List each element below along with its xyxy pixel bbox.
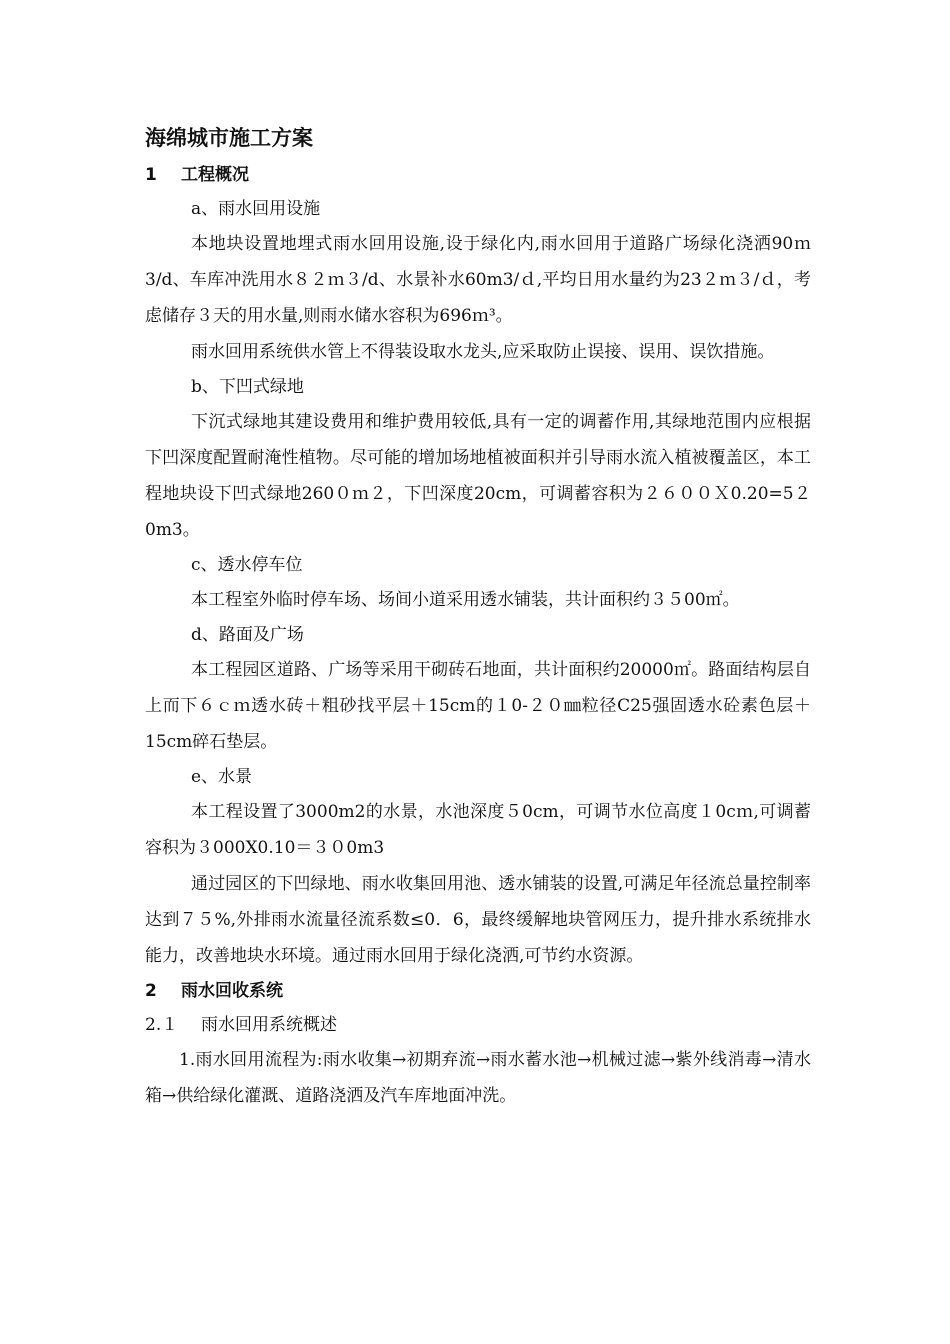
section-title: 工程概况 [181,165,249,185]
document-title: 海绵城市施工方案 [145,126,313,150]
subheading-e: e、水景 [191,767,253,787]
subsection-title: 雨水回用系统概述 [201,1015,337,1035]
subheading-d: d、路面及广场 [191,625,304,645]
subsection-heading [145,1008,811,1042]
paragraph: 通过园区的下凹绿地、雨水收集回用池、透水铺装的设置,可满足年径流总量控制率达到７５%,外排雨水流量径流系数≤0．6，最终缓解地块管网压力，提升排水系统排水能力，改善地块水环境。通过雨水回用于绿化浇洒,可节约水资源。 [145,874,811,966]
section-heading [145,974,811,1008]
subheading-b: b、下凹式绿地 [191,377,304,397]
section-title: 雨水回收系统 [181,981,283,1001]
document-body [145,122,811,1114]
paragraph: 雨水回用系统供水管上不得装设取水龙头,应采取防止误接、误用、误饮措施。 [191,342,775,362]
section-number: 2 [145,981,157,1001]
section-heading [145,158,811,192]
paragraph: 下沉式绿地其建设费用和维护费用较低,具有一定的调蓄作用,其绿地范围内应根据下凹深度配置耐淹性植物。尽可能的增加场地植被面积并引导雨水流入植被覆盖区，本工程地块设下凹式绿地260０ｍ２，下凹深度20cm，可调蓄容积为２６００Ｘ0.20=5２0m3。 [145,412,811,540]
paragraph: 本工程室外临时停车场、场间小道采用透水铺装，共计面积约３５00㎡。 [191,590,740,610]
paragraph: 本工程设置了3000m2的水景，水池深度５0cm，可调节水位高度１0cｍ,可调蓄容积为３000X0.10＝３０0m3 [145,802,811,858]
paragraph: 本工程园区道路、广场等采用干砌砖石地面，共计面积约20000㎡。路面结构层自上而下６ｃｍ透水砖＋粗砂找平层＋15cm的１0-２０㎜粒径C25强固透水砼素色层＋15cm碎石垫层。 [145,660,811,752]
paragraph: 1.雨水回用流程为:雨水收集→初期弃流→雨水蓄水池→机械过滤→紫外线消毒→清水箱→供给绿化灌溉、道路浇洒及汽车库地面冲洗。 [145,1050,811,1106]
paragraph: 本地块设置地埋式雨水回用设施,设于绿化内,雨水回用于道路广场绿化浇洒90ｍ3/d、车库冲洗用水８２ｍ３/d、水景补水60m3/ｄ,平均日用水量约为23２ｍ３/ｄ，考虑储存３天的用水量,则雨水储水容积为696ｍ³。 [145,234,811,326]
subsection-number: 2.１ [145,1015,179,1035]
subheading-c: c、透水停车位 [191,555,303,575]
section-number: 1 [145,165,157,185]
subheading-a: a、雨水回用设施 [191,199,321,219]
